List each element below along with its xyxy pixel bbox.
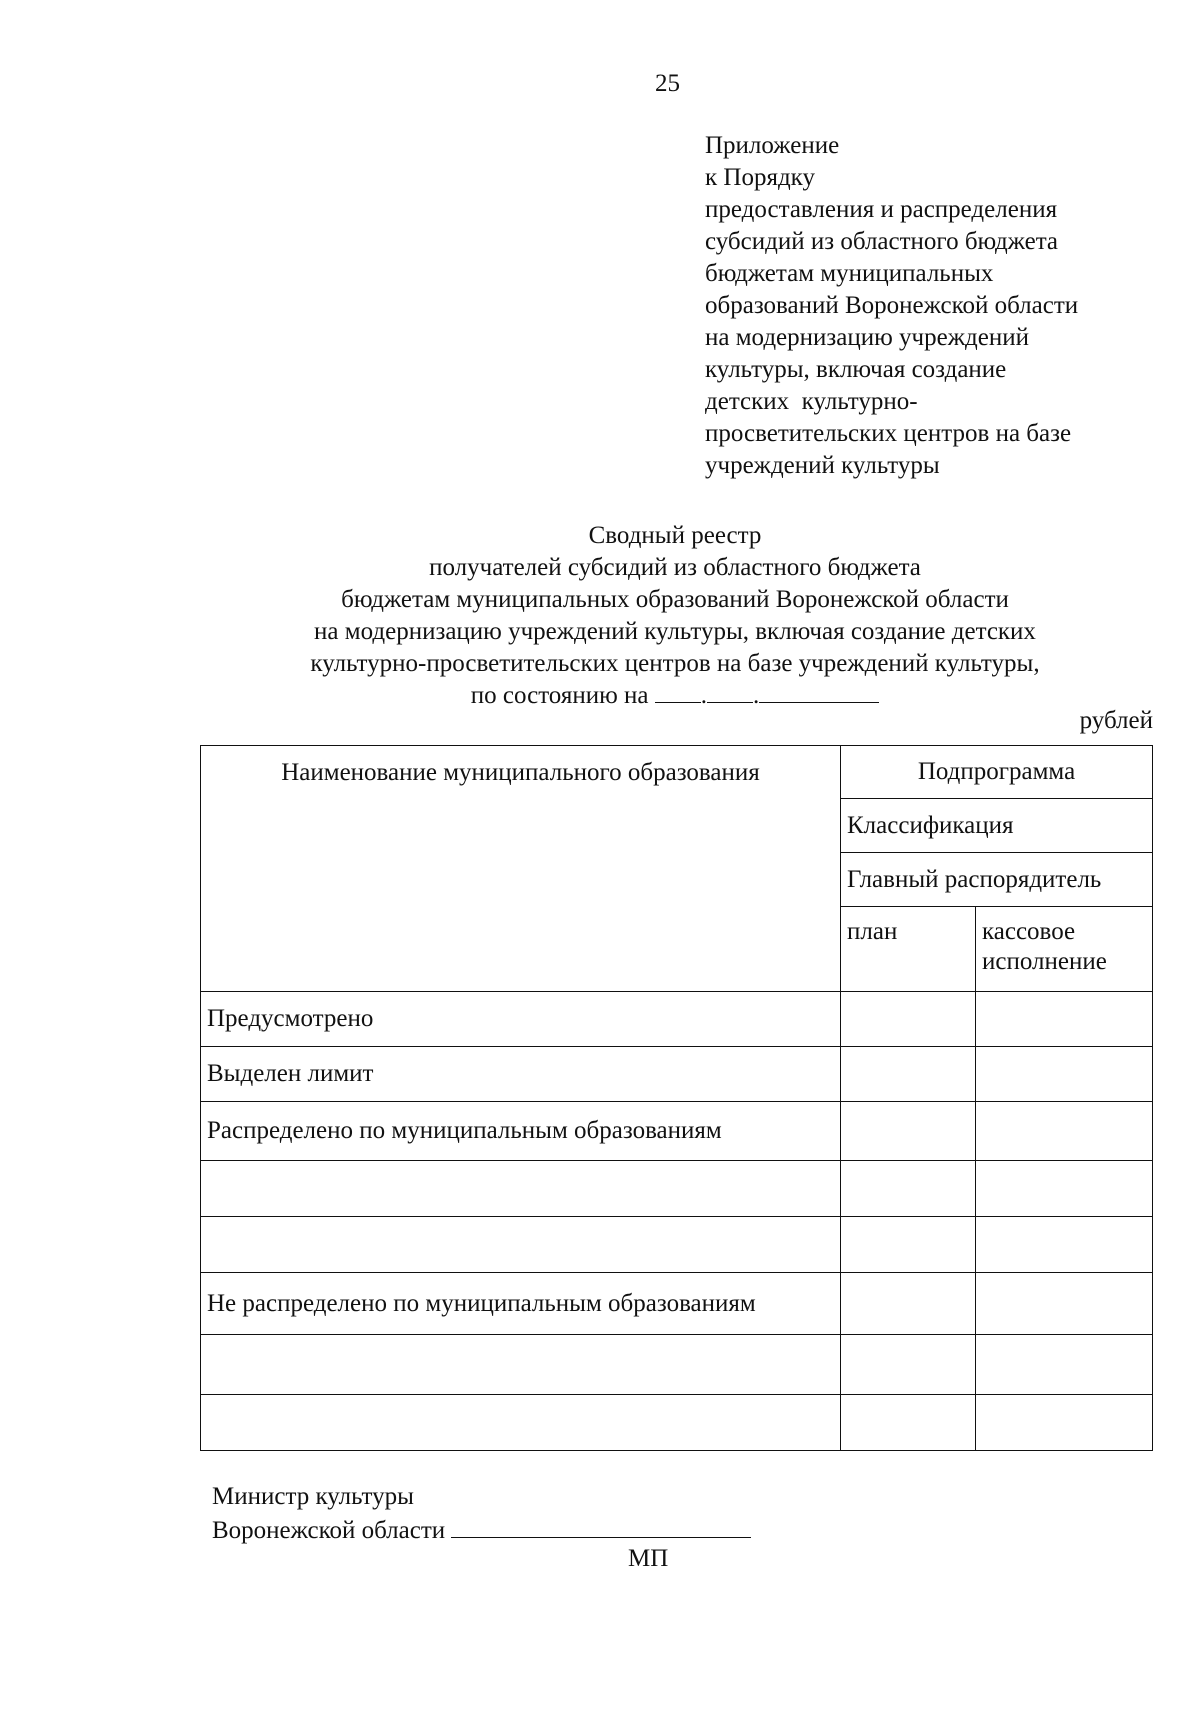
appendix-line: детских культурно- xyxy=(705,388,918,415)
plan-cell xyxy=(841,992,976,1047)
plan-cell xyxy=(841,1335,976,1395)
cash-cell xyxy=(976,992,1153,1047)
table-row xyxy=(201,1273,1153,1335)
table-row xyxy=(201,1395,1153,1451)
appendix-line: бюджетам муниципальных xyxy=(705,260,994,287)
header-name-cell xyxy=(201,746,841,992)
table-row xyxy=(201,992,1153,1047)
signature-line xyxy=(451,1513,751,1538)
row-label xyxy=(201,1161,841,1217)
title-line: бюджетам муниципальных образований Воронежской области xyxy=(341,586,1009,613)
signature-title-line2-text: Воронежской области xyxy=(212,1517,446,1544)
date-day-blank xyxy=(655,682,701,703)
cash-cell xyxy=(976,1102,1153,1161)
date-line xyxy=(200,680,1150,712)
cash-cell xyxy=(976,1335,1153,1395)
cash-cell xyxy=(976,1161,1153,1217)
header-main-manager: Главный распорядитель xyxy=(841,853,1153,907)
header-plan: план xyxy=(841,907,976,992)
appendix-line: к Порядку xyxy=(705,164,815,191)
title-line: получателей субсидий из областного бюджета xyxy=(429,554,921,581)
date-separator: . xyxy=(752,682,760,709)
plan-cell xyxy=(841,1395,976,1451)
cash-cell xyxy=(976,1395,1153,1451)
title-line: Сводный реестр xyxy=(588,522,762,549)
row-label xyxy=(201,1395,841,1451)
table-row xyxy=(201,1335,1153,1395)
date-prefix: по состоянию на xyxy=(470,682,649,709)
table-row xyxy=(201,1161,1153,1217)
header-classification: Классификация xyxy=(841,799,1153,853)
document-title xyxy=(200,520,1150,712)
appendix-line: на модернизацию учреждений xyxy=(705,324,1029,351)
appendix-line: Приложение xyxy=(705,132,840,159)
header-subprogram: Подпрограмма xyxy=(841,746,1153,799)
plan-cell xyxy=(841,1102,976,1161)
appendix-line: культуры, включая создание xyxy=(705,356,1007,383)
signature-block xyxy=(212,1480,751,1547)
page-number: 25 xyxy=(655,70,680,97)
row-label: Выделен лимит xyxy=(201,1047,841,1102)
table-row xyxy=(201,1047,1153,1102)
plan-cell xyxy=(841,1273,976,1335)
signature-title-line2 xyxy=(212,1513,751,1547)
appendix-line: образований Воронежской области xyxy=(705,292,1079,319)
title-line: культурно-просветительских центров на базе учреждений культуры, xyxy=(310,650,1040,677)
header-name: Наименование муниципального образования xyxy=(281,759,760,786)
appendix-line: предоставления и распределения xyxy=(705,196,1058,223)
row-label: Распределено по муниципальным образованиям xyxy=(201,1102,841,1161)
stamp-placeholder: МП xyxy=(628,1545,669,1572)
registry-table xyxy=(200,745,1153,1451)
cash-cell xyxy=(976,1273,1153,1335)
signature-title-line1: Министр культуры xyxy=(212,1483,414,1510)
cash-cell xyxy=(976,1047,1153,1102)
date-month-blank xyxy=(707,682,753,703)
appendix-note xyxy=(705,130,1175,482)
plan-cell xyxy=(841,1217,976,1273)
date-separator: . xyxy=(700,682,707,709)
appendix-line: просветительских центров на базе xyxy=(705,420,1072,447)
header-cash-execution: кассовое исполнение xyxy=(976,907,1153,992)
row-label xyxy=(201,1217,841,1273)
cash-cell xyxy=(976,1217,1153,1273)
plan-cell xyxy=(841,1047,976,1102)
table-row xyxy=(201,1217,1153,1273)
row-label: Предусмотрено xyxy=(201,992,841,1047)
row-label xyxy=(201,1335,841,1395)
table-row xyxy=(201,1102,1153,1161)
row-label: Не распределено по муниципальным образованиям xyxy=(201,1273,841,1335)
title-line: на модернизацию учреждений культуры, включая создание детских xyxy=(314,618,1036,645)
appendix-line: учреждений культуры xyxy=(705,452,940,479)
appendix-line: субсидий из областного бюджета xyxy=(705,228,1059,255)
plan-cell xyxy=(841,1161,976,1217)
units-label: рублей xyxy=(1079,707,1153,734)
date-year-blank xyxy=(759,682,879,703)
